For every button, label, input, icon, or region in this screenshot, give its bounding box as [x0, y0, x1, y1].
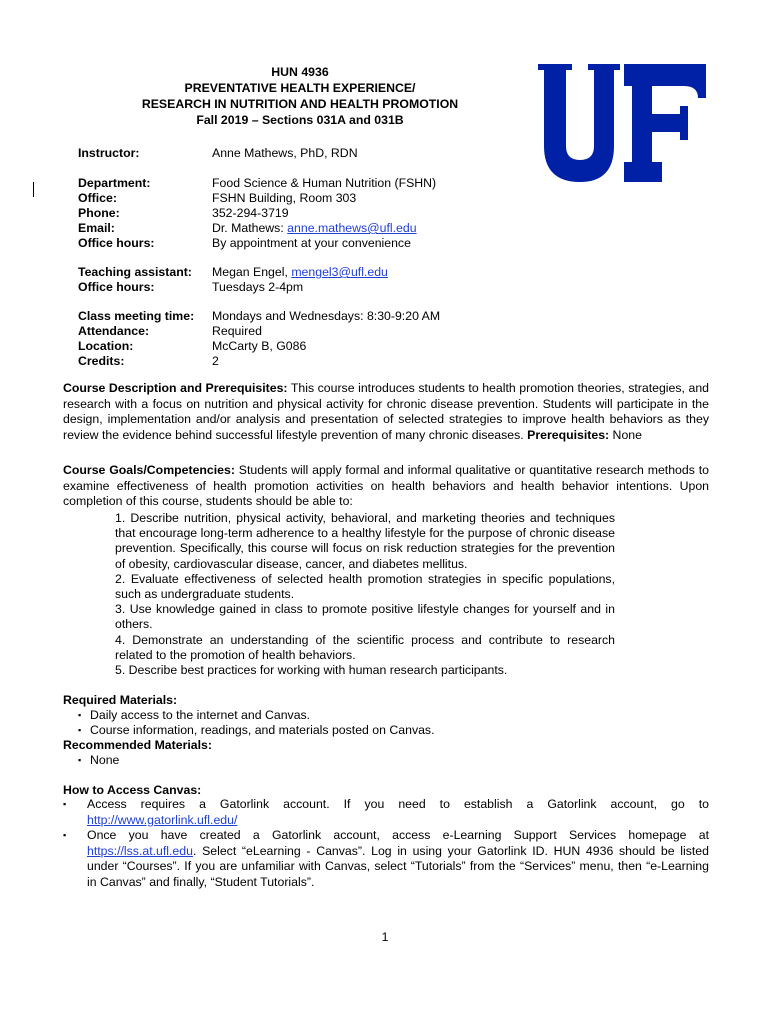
instructor-label: Instructor: [78, 146, 140, 160]
instructor-block [78, 146, 358, 161]
bullet-icon: ▪ [78, 710, 82, 720]
ta-label: Teaching assistant: [78, 265, 192, 279]
ta-email-link[interactable]: mengel3@ufl.edu [291, 265, 388, 279]
prerequisites-value: None [609, 427, 642, 442]
canvas-instructions [63, 797, 709, 890]
contact-block [78, 176, 436, 251]
attendance-label: Attendance: [78, 324, 150, 338]
instructor-email-link[interactable]: anne.mathews@ufl.edu [287, 221, 417, 235]
course-description [63, 381, 709, 443]
ta-block [78, 265, 388, 295]
goal-item: 3. Use knowledge gained in class to promote positive lifestyle changes for yourself and in others. [115, 602, 615, 632]
phone-value: 352-294-3719 [212, 206, 289, 220]
bullet-icon: ▪ [78, 725, 82, 735]
goal-item: 2. Evaluate effectiveness of selected health promotion strategies in specific populations, such as undergraduate students. [115, 571, 615, 602]
credits-label: Credits: [78, 354, 125, 368]
ta-hours-value: Tuesdays 2-4pm [212, 280, 304, 294]
goal-item: 5. Describe best practices for working with human research participants. [115, 663, 508, 678]
recommended-materials-heading: Recommended Materials: [63, 738, 212, 752]
prerequisites-label: Prerequisites: [527, 427, 610, 442]
description-text: This course introduces students to health promotion theories, strategies, and research with a focus on nutrition and physical activity for chronic disease prevention. Students will participate in the design, implementation and/or analysis and presentation of selected strategies to improve health behaviors as they review the evidence behind successful lifestyle prevention of many chronic diseases. [63, 381, 709, 442]
list-item [63, 828, 709, 890]
list-item [63, 797, 709, 828]
uf-logo [538, 64, 708, 184]
class-block [78, 309, 440, 369]
course-goals [63, 463, 709, 510]
credits-value: 2 [212, 354, 219, 368]
required-materials-list [78, 708, 435, 738]
goals-list [115, 511, 615, 678]
canvas-step-2: Once you have created a Gatorlink account, access e-Learning Support Services homepage at [87, 828, 709, 842]
instructor-value: Anne Mathews, PhD, RDN [212, 146, 358, 160]
email-prefix: Dr. Mathews: [212, 221, 288, 235]
required-materials-heading: Required Materials: [63, 693, 178, 707]
list-item: ▪ None [78, 753, 120, 767]
bullet-icon: ▪ [63, 799, 67, 809]
ta-name: Megan Engel, [212, 265, 292, 279]
course-title-line1: PREVENTATIVE HEALTH EXPERIENCE/ [184, 81, 416, 95]
meeting-value: Mondays and Wednesdays: 8:30-9:20 AM [212, 309, 441, 323]
office-value: FSHN Building, Room 303 [212, 191, 357, 205]
gatorlink-link[interactable]: http://www.gatorlink.ufl.edu/ [87, 812, 238, 827]
list-item: ▪ Course information, readings, and materials posted on Canvas. [78, 723, 435, 737]
goal-item: 4. Demonstrate an understanding of the scientific process and contribute to research related to the promotion of health behaviors. [115, 632, 615, 662]
location-value: McCarty B, G086 [212, 339, 307, 353]
attendance-value: Required [212, 324, 262, 338]
canvas-step-1: Access requires a Gatorlink account. If you need to establish a Gatorlink account, go to [87, 797, 709, 811]
description-heading: Course Description and Prerequisites: [63, 381, 288, 395]
course-title-line2: RESEARCH IN NUTRITION AND HEALTH PROMOTION [141, 97, 459, 111]
goals-text: Students will apply formal and informal qualitative or quantitative research methods to examine effectiveness of health promotion activities on health behaviors and health behavior intentions. Upon completion of this course, students should be able to: [63, 463, 709, 508]
goal-item: 1. Describe nutrition, physical activity, behavioral, and marketing theories and techniques that encourage long-term adherence to a healthy lifestyle for the purpose of chronic disease prevention. Specifically, this course will focus on risk reduction strategies for the prevention of obesity, cardiovascular disease, cancer, and diabetes mellitus. [115, 511, 615, 571]
canvas-heading: How to Access Canvas: [63, 783, 202, 797]
lss-link[interactable]: https://lss.at.ufl.edu [87, 843, 193, 858]
phone-label: Phone: [78, 206, 120, 220]
bullet-icon: ▪ [78, 755, 82, 765]
ta-hours-label: Office hours: [78, 280, 155, 294]
office-label: Office: [78, 191, 117, 205]
recommended-materials-list [78, 753, 119, 768]
office-hours-label: Office hours: [78, 236, 155, 250]
course-term: Fall 2019 – Sections 031A and 031B [196, 113, 404, 127]
meeting-label: Class meeting time: [78, 309, 195, 323]
email-label: Email: [78, 221, 115, 235]
department-value: Food Science & Human Nutrition (FSHN) [212, 176, 437, 190]
page-number: 1 [381, 930, 389, 944]
text-cursor-mark [33, 182, 34, 197]
list-item: ▪ Daily access to the internet and Canvas. [78, 708, 311, 722]
course-header [110, 64, 490, 128]
bullet-icon: ▪ [63, 830, 67, 840]
canvas-step-2-rest: . Select “eLearning - Canvas”. Log in using your Gatorlink ID. HUN 4936 should be listed under “Courses”. If you are unfamiliar with Canvas, select “Tutorials” from the “Services” menu, then “e-Learning in Canvas” and finally, “Student Tutorials”. [87, 843, 709, 889]
department-label: Department: [78, 176, 151, 190]
office-hours-value: By appointment at your convenience [212, 236, 411, 250]
course-code: HUN 4936 [271, 65, 329, 79]
goals-heading: Course Goals/Competencies: [63, 463, 235, 477]
location-label: Location: [78, 339, 134, 353]
